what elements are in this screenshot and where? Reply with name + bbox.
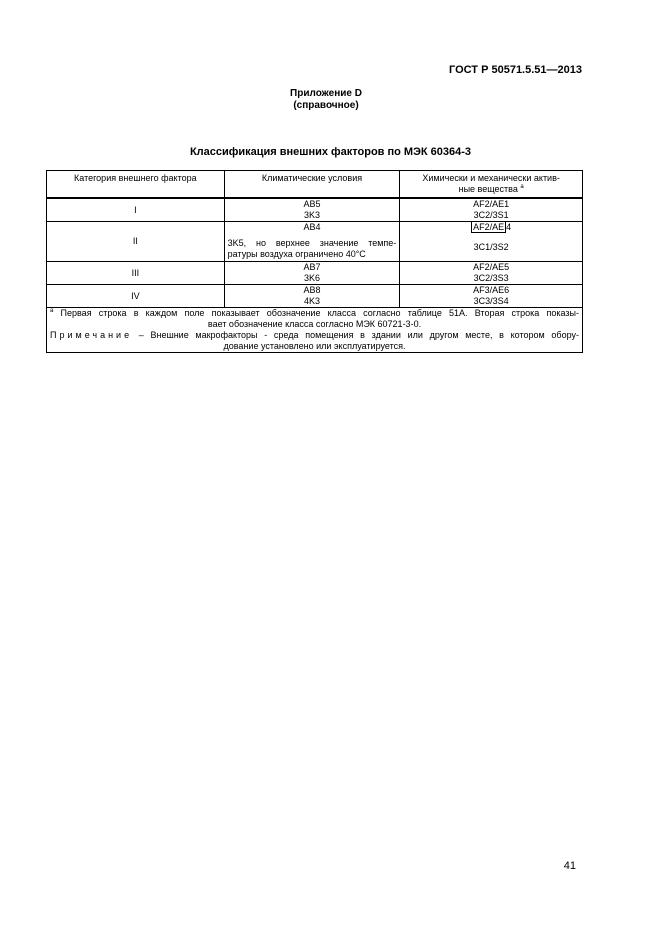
climatic-class: 3K3: [303, 210, 320, 220]
footnote-line1: [50, 308, 579, 319]
chemical-code: AF3/AE6: [473, 285, 510, 295]
header-chemical-line2: [403, 184, 579, 195]
appendix-heading: [0, 88, 661, 112]
chemical-code: AF2/AE5: [473, 262, 510, 272]
climatic-cell: [224, 285, 400, 308]
climatic-cell: AB4: [224, 222, 400, 234]
note-line2: дование установлено или эксплуатируется.: [223, 341, 406, 351]
chemical-cell: [400, 262, 583, 285]
table-header-row: [47, 171, 583, 199]
climatic-cell: [224, 262, 400, 285]
header-chemical: [400, 171, 583, 199]
chemical-code: AF2/AE1: [473, 199, 510, 209]
chemical-code-boxed: AF2/AE: [473, 222, 505, 232]
chemical-class-cell: 3C1/3S2: [400, 233, 583, 262]
chemical-class: 3C2/3S3: [473, 273, 509, 283]
table-row: [47, 222, 583, 234]
category-cell: IV: [47, 285, 225, 308]
chemical-cell: [400, 222, 583, 234]
header-chemical-line2-text: ные вещества: [458, 184, 518, 194]
climatic-note-line2: ратуры воздуха ограничено 40°C: [227, 249, 366, 259]
table-title: Классификация внешних факторов по МЭК 60364-3: [189, 146, 472, 158]
table-notes-row: [47, 308, 583, 353]
footnote-line1-text: Первая строка в каждом поле показывает обозначение класса согласно таблице 51A. Вторая строка показы-: [53, 308, 579, 318]
climatic-code: AB8: [303, 285, 321, 295]
note-line1: [50, 330, 579, 341]
page-number: 41: [563, 860, 576, 872]
table-row: [47, 198, 583, 222]
header-category: Категория внешнего фактора: [47, 171, 225, 199]
category-cell: III: [47, 262, 225, 285]
appendix-subtitle: (справочное): [293, 100, 359, 111]
document-code: ГОСТ Р 50571.5.51—2013: [448, 64, 582, 76]
chemical-class: 3C3/3S4: [473, 296, 509, 306]
climatic-class: 4K3: [303, 296, 320, 306]
note-line1-text: – Внешние макрофакторы - среда помещения в здании или другом месте, в котором обору-: [132, 330, 579, 340]
climatic-code: AB7: [303, 262, 321, 272]
climatic-note-cell: [224, 233, 400, 262]
header-chemical-line1: Химически и механически актив-: [422, 173, 560, 183]
category-cell: II: [47, 222, 225, 262]
chemical-cell: [400, 198, 583, 222]
footnote-marker: a: [520, 184, 524, 190]
climatic-note-line1: 3K5, но верхнее значение темпе-: [227, 238, 397, 248]
climatic-cell: [224, 198, 400, 222]
external-factors-table: [46, 170, 583, 353]
header-climatic: Климатические условия: [224, 171, 400, 199]
note-label: Примечание: [50, 330, 133, 340]
footnote-sup: a: [50, 308, 54, 314]
category-cell: I: [47, 198, 225, 222]
chemical-cell: [400, 285, 583, 308]
appendix-title: Приложение D: [290, 88, 362, 99]
footnote-line2: вает обозначение класса согласно МЭК 60721-3-0.: [207, 319, 422, 329]
chemical-code-tail: 4: [506, 222, 512, 232]
table-row: [47, 285, 583, 308]
climatic-code: AB5: [303, 199, 321, 209]
table-notes-cell: [47, 308, 583, 353]
chemical-class: 3C2/3S1: [473, 210, 509, 220]
climatic-class: 3K6: [303, 273, 320, 283]
table-row: [47, 262, 583, 285]
